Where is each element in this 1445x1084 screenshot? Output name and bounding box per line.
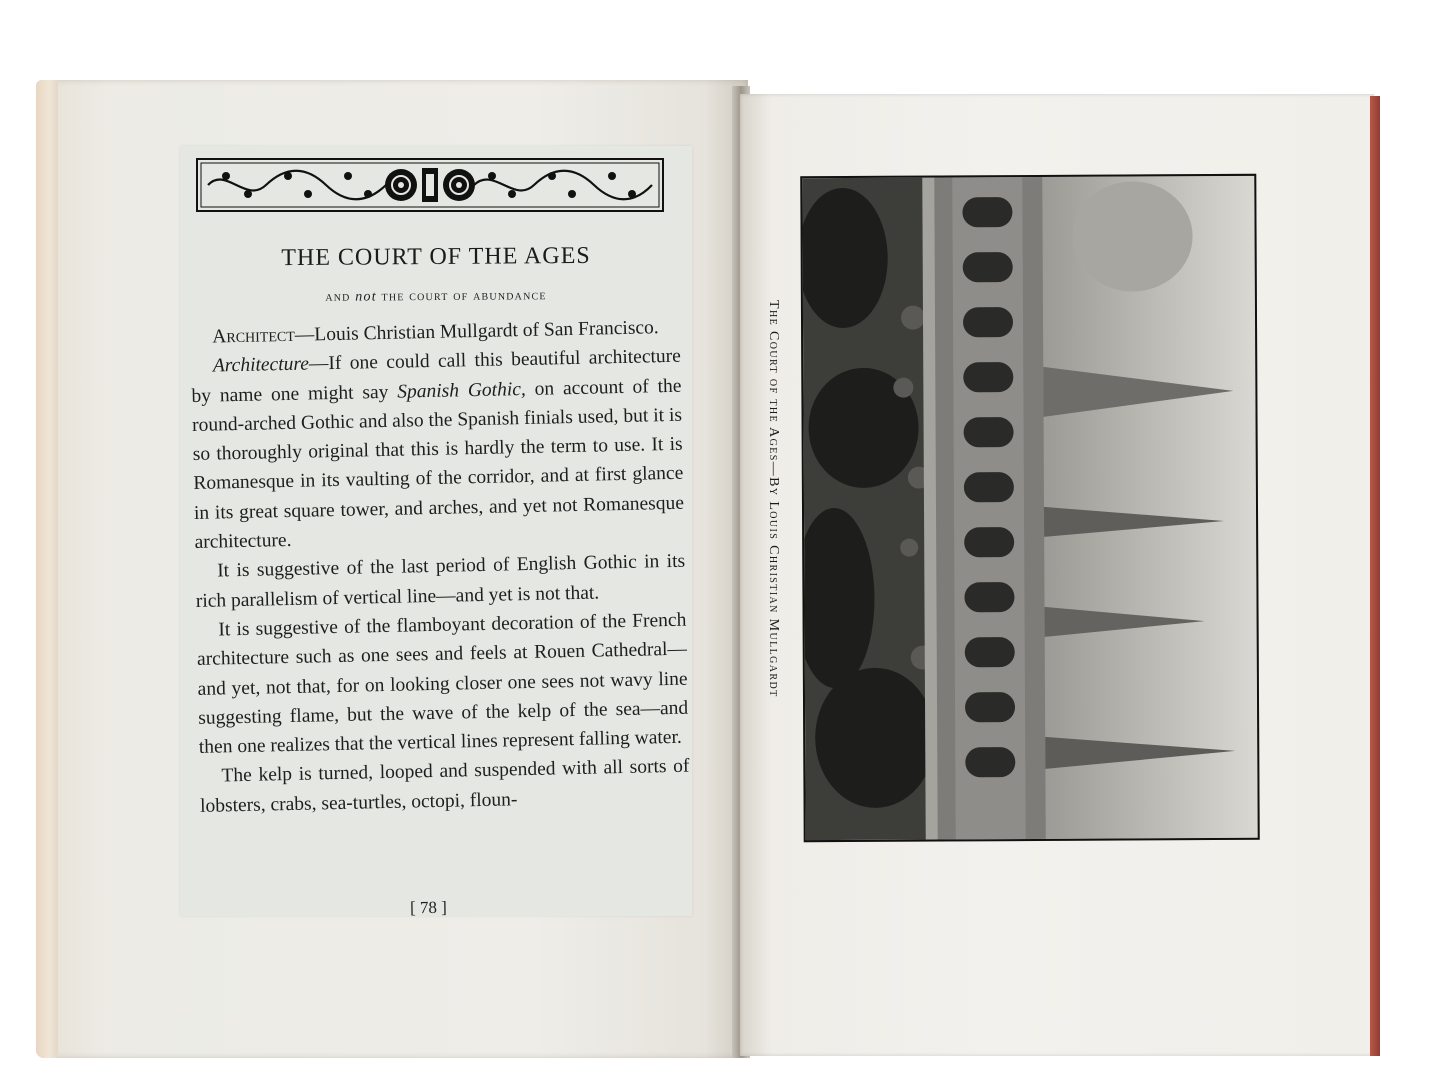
left-page-edge [36, 80, 58, 1058]
ornament-icon [196, 158, 664, 212]
show-through-line [960, 842, 963, 858]
body-text [190, 313, 690, 821]
page-title: THE COURT OF THE AGES [281, 242, 591, 272]
paragraph-kelp: The kelp is turned, looped and suspended with all sorts of lobsters, crabs, sea-turtles, octopi, floun- [199, 756, 690, 817]
architecture-text-a: —If one could call this beautiful architecture by name one might say [191, 346, 682, 407]
page-number: [ 78 ] [409, 897, 447, 918]
architect-text: —Louis Christian Mullgardt of San Francisco. [294, 317, 659, 346]
subtitle-emphasis: not [355, 289, 377, 305]
paragraph-flamboyant: It is suggestive of the flamboyant decoration of the French architecture such as one sees and feels at Rouen Cathedral—and yet, not that, for on looking closer one sees not wavy line suggesting flame, but the wave of the kelp of the sea—and then one realizes that the vertical lines represent falling water. [196, 609, 689, 759]
architecture-label: Architecture [212, 353, 310, 377]
architect-label: Architect [212, 324, 296, 348]
court-photo-icon [802, 176, 1257, 840]
paragraph-architecture [191, 342, 685, 557]
subtitle-post: the court of abundance [381, 288, 547, 305]
photograph [800, 174, 1259, 842]
architecture-emphasis: Spanish Gothic, [397, 378, 526, 403]
paragraph-english-gothic: It is suggestive of the last period of English Gothic in its rich parallelism of vertical line—and yet is not that. [195, 551, 686, 612]
architecture-text-b: on account of the round-arched Gothic and also the Spanish finials used, but it is so thoroughly original that this is hardly the term to use. It is Romanesque in its vaulting of the corridor, and at first glance in its great square tower, and arches, and yet not Romanesque architecture. [191, 375, 685, 554]
subtitle-pre: and [325, 289, 351, 305]
book-cover-edge [1370, 96, 1380, 1056]
photo-caption: The Court of the Ages—By Louis Christian Mullgardt [766, 300, 781, 698]
